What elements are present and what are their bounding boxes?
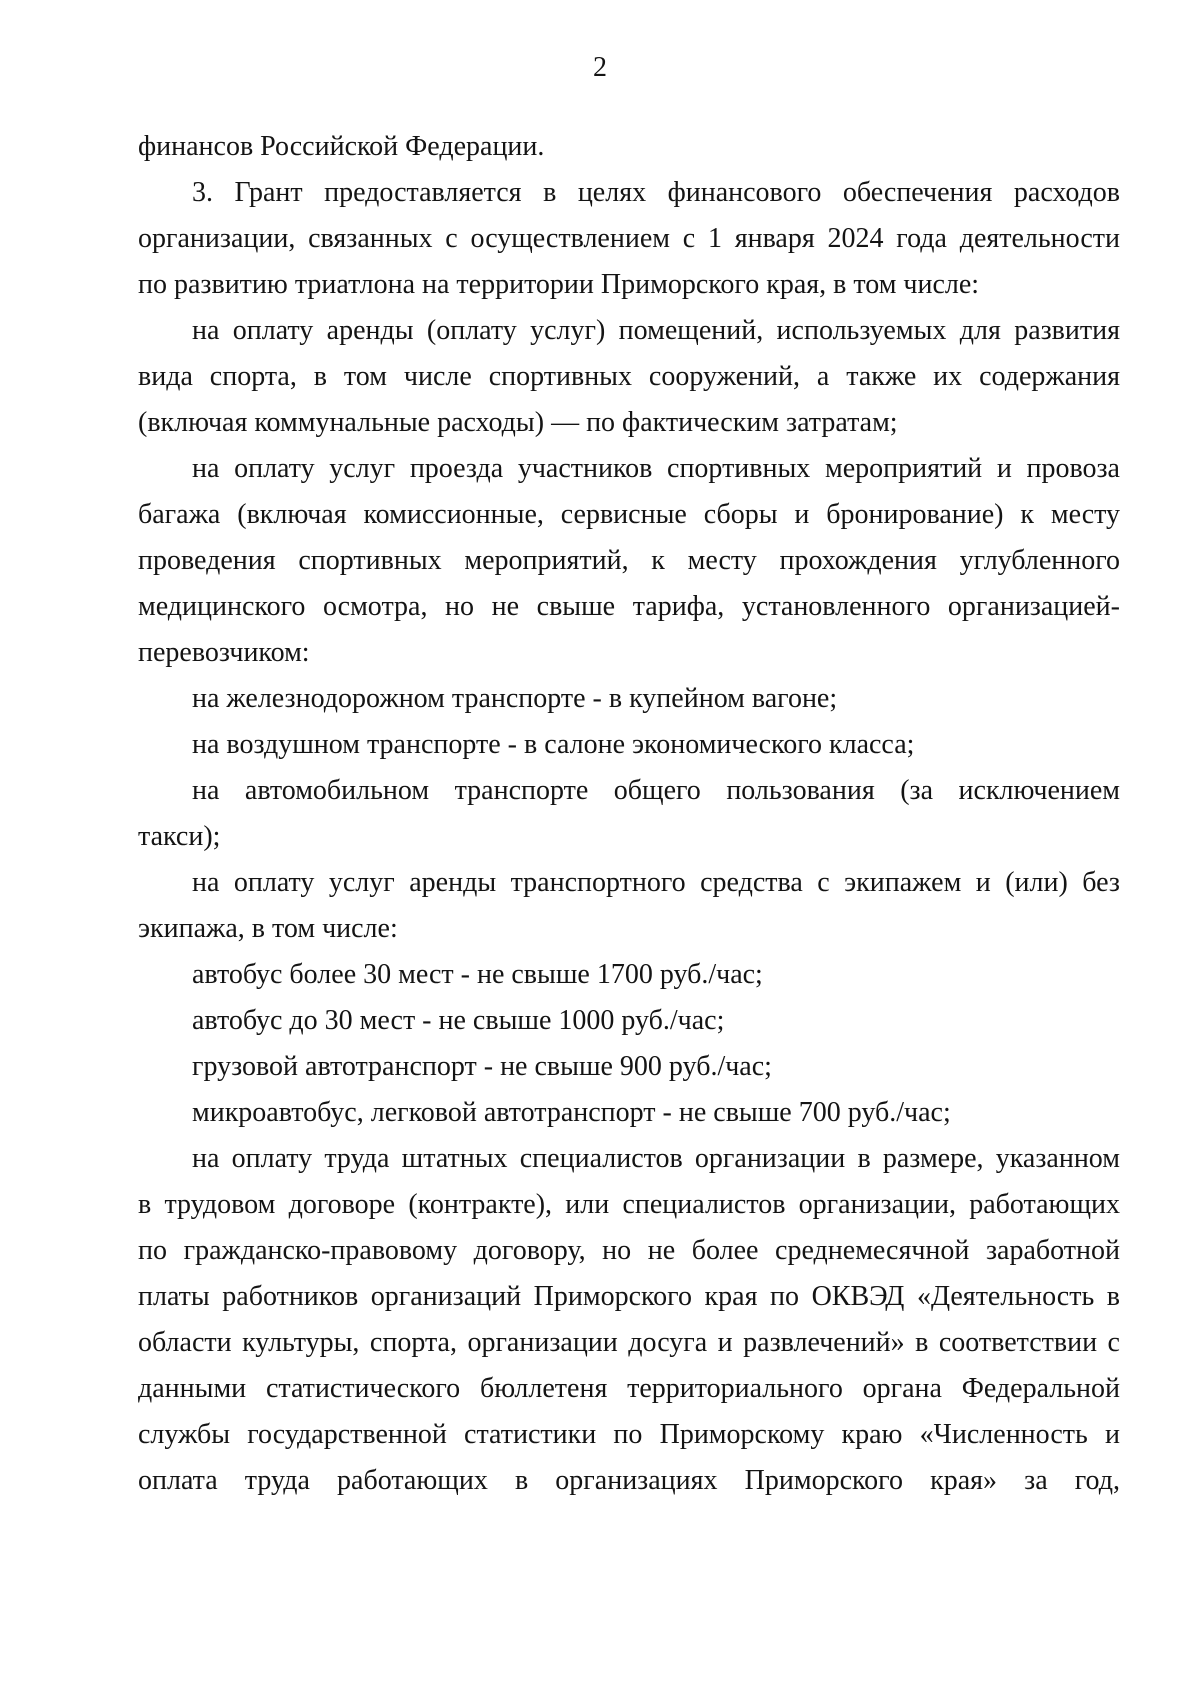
text-line: такси); [138, 821, 221, 852]
text-line: организации, связанных с осуществлением с 1 января 2024 года деятельности [138, 223, 1120, 254]
text-line: на оплату труда штатных специалистов организации в размере, указанном [192, 1143, 1120, 1174]
text-line: области культуры, спорта, организации досуга и развлечений» в соответствии с [138, 1327, 1120, 1358]
text-line: грузовой автотранспорт - не свыше 900 руб./час; [192, 1051, 772, 1082]
text-line: автобус более 30 мест - не свыше 1700 руб./час; [192, 959, 763, 990]
text-line: на оплату услуг проезда участников спортивных мероприятий и провоза [192, 453, 1120, 484]
text-line: на оплату услуг аренды транспортного средства с экипажем и (или) без [192, 867, 1120, 898]
text-line: по гражданско-правовому договору, но не более среднемесячной заработной [138, 1235, 1120, 1266]
text-line: платы работников организаций Приморского края по ОКВЭД «Деятельность в [138, 1281, 1120, 1312]
text-line: микроавтобус, легковой автотранспорт - не свыше 700 руб./час; [192, 1097, 951, 1128]
text-line: данными статистического бюллетеня территориального органа Федеральной [138, 1373, 1120, 1404]
text-line: медицинского осмотра, но не свыше тарифа, установленного организацией- [138, 591, 1120, 622]
page-number: 2 [593, 52, 607, 83]
text-line: по развитию триатлона на территории Приморского края, в том числе: [138, 269, 980, 300]
text-line: экипажа, в том числе: [138, 913, 398, 944]
text-line: (включая коммунальные расходы) — по фактическим затратам; [138, 407, 898, 438]
text-line: автобус до 30 мест - не свыше 1000 руб./час; [192, 1005, 725, 1036]
text-line: багажа (включая комиссионные, сервисные сборы и бронирование) к месту [138, 499, 1120, 530]
text-line: службы государственной статистики по Приморскому краю «Численность и [138, 1419, 1120, 1450]
text-line: в трудовом договоре (контракте), или специалистов организации, работающих [138, 1189, 1120, 1220]
text-line: проведения спортивных мероприятий, к месту прохождения углубленного [138, 545, 1120, 576]
text-line: финансов Российской Федерации. [138, 131, 545, 162]
text-line: на автомобильном транспорте общего пользования (за исключением [192, 775, 1120, 806]
text-line: на воздушном транспорте - в салоне экономического класса; [192, 729, 915, 760]
text-line: на оплату аренды (оплату услуг) помещений, используемых для развития [192, 315, 1120, 346]
text-line: оплата труда работающих в организациях Приморского края» за год, [138, 1465, 1120, 1496]
text-line: 3. Грант предоставляется в целях финансового обеспечения расходов [192, 177, 1120, 208]
text-line: на железнодорожном транспорте - в купейном вагоне; [192, 683, 838, 714]
text-line: вида спорта, в том числе спортивных сооружений, а также их содержания [138, 361, 1120, 392]
text-line: перевозчиком: [138, 637, 310, 668]
